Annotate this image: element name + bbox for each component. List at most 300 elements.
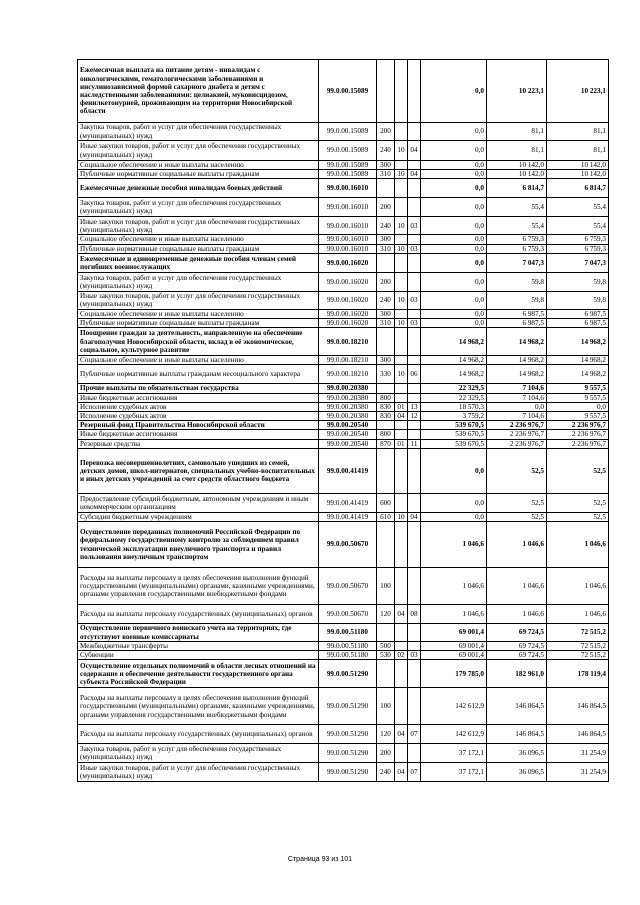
row-name: Иные бюджетные ассигнования xyxy=(78,430,319,439)
row-name: Расходы на выплаты персоналу государственных (муниципальных) органов xyxy=(78,725,319,744)
row-vr: 100 xyxy=(377,568,395,605)
row-rz xyxy=(395,309,408,318)
row-value-2: 10 142,0 xyxy=(487,161,547,170)
row-code: 99.0.00.20540 xyxy=(319,439,377,448)
row-value-2: 36 096,5 xyxy=(487,763,547,782)
table-row xyxy=(78,493,609,512)
row-pr: 04 xyxy=(408,170,421,179)
table-row xyxy=(78,412,609,421)
row-name: Закупка товаров, работ и услуг для обеспечения государственных (муниципальных) нужд xyxy=(78,123,319,141)
row-value-2: 6 987,5 xyxy=(487,309,547,318)
row-name: Ежемесячная выплата на питание детям - инвалидам с онкологическими, гематологическими заболеваниями и инсулинозависимой формой сахарного диабета и детям с наследственными заболеваниями: целиакией, муковисцидозом, фенилкетонурией, проживающим на территории Новосибирской области xyxy=(78,60,319,123)
row-pr xyxy=(408,568,421,605)
row-name: Социальное обеспечение и иные выплаты населению xyxy=(78,356,319,365)
row-rz: 01 xyxy=(395,402,408,411)
table-row xyxy=(78,642,609,651)
row-vr: 240 xyxy=(377,217,395,235)
row-code: 99.0.00.20540 xyxy=(319,430,377,439)
row-pr xyxy=(408,624,421,642)
row-pr xyxy=(408,660,421,688)
row-value-2: 52,5 xyxy=(487,512,547,521)
row-value-3: 10 142,0 xyxy=(547,170,609,179)
row-value-1: 14 968,2 xyxy=(421,356,487,365)
row-pr: 11 xyxy=(408,439,421,448)
row-value-1: 3 759,2 xyxy=(421,412,487,421)
row-value-3: 178 119,4 xyxy=(547,660,609,688)
row-rz: 01 xyxy=(395,439,408,448)
row-vr: 310 xyxy=(377,170,395,179)
row-rz xyxy=(395,642,408,651)
row-code: 99.0.00.50670 xyxy=(319,568,377,605)
row-code: 99.0.00.16020 xyxy=(319,309,377,318)
row-rz xyxy=(395,328,408,356)
table-row xyxy=(78,430,609,439)
row-name: Расходы на выплаты персоналу государственных (муниципальных) органов xyxy=(78,605,319,624)
row-value-1: 0,0 xyxy=(421,319,487,328)
row-code: 99.0.00.15089 xyxy=(319,60,377,123)
row-value-1: 1 046,6 xyxy=(421,605,487,624)
row-vr xyxy=(377,448,395,493)
row-code: 99.0.00.51180 xyxy=(319,642,377,651)
row-pr: 03 xyxy=(408,217,421,235)
row-value-2: 10 223,1 xyxy=(487,60,547,123)
row-pr: 13 xyxy=(408,402,421,411)
row-value-3: 2 236 976,7 xyxy=(547,430,609,439)
row-rz xyxy=(395,568,408,605)
row-code: 99.0.00.16020 xyxy=(319,291,377,309)
row-name: Социальное обеспечение и иные выплаты населению xyxy=(78,161,319,170)
row-code: 99.0.00.51290 xyxy=(319,744,377,763)
row-rz xyxy=(395,384,408,393)
row-value-2: 55,4 xyxy=(487,217,547,235)
row-value-3: 72 515,2 xyxy=(547,651,609,660)
row-pr xyxy=(408,253,421,272)
row-code: 99.0.00.16020 xyxy=(319,272,377,291)
row-pr xyxy=(408,356,421,365)
row-vr xyxy=(377,60,395,123)
row-name: Расходы на выплаты персоналу в целях обеспечения выполнения функций государственными (муниципальными) органами, казенными учреждениями, органами управления государственными внебюджетными фондами xyxy=(78,568,319,605)
row-pr: 08 xyxy=(408,605,421,624)
row-pr: 12 xyxy=(408,412,421,421)
row-vr: 120 xyxy=(377,605,395,624)
row-vr: 300 xyxy=(377,161,395,170)
table-row xyxy=(78,421,609,430)
row-pr xyxy=(408,384,421,393)
row-vr: 330 xyxy=(377,365,395,384)
row-vr xyxy=(377,179,395,198)
row-value-2: 6 759,3 xyxy=(487,235,547,244)
table-row xyxy=(78,605,609,624)
row-vr: 200 xyxy=(377,272,395,291)
row-pr: 03 xyxy=(408,244,421,253)
row-code: 99.0.00.16020 xyxy=(319,253,377,272)
table-row xyxy=(78,179,609,198)
table-row xyxy=(78,384,609,393)
table-row xyxy=(78,439,609,448)
row-rz: 04 xyxy=(395,725,408,744)
row-value-1: 539 670,5 xyxy=(421,421,487,430)
row-value-1: 18 570,3 xyxy=(421,402,487,411)
row-value-2: 7 104,6 xyxy=(487,412,547,421)
row-pr xyxy=(408,493,421,512)
table-row xyxy=(78,624,609,642)
row-value-3: 6 759,3 xyxy=(547,244,609,253)
row-vr: 310 xyxy=(377,319,395,328)
row-name: Иные закупки товаров, работ и услуг для обеспечения государственных (муниципальных) нужд xyxy=(78,217,319,235)
table-row xyxy=(78,448,609,493)
row-value-3: 6 814,7 xyxy=(547,179,609,198)
row-code: 99.0.00.20380 xyxy=(319,393,377,402)
row-name: Расходы на выплаты персоналу в целях обеспечения выполнения функций государственными (муниципальными) органами, казенными учреждениями, органами управления государственными внебюджетными фондами xyxy=(78,688,319,725)
row-code: 99.0.00.18210 xyxy=(319,356,377,365)
row-name: Иные закупки товаров, работ и услуг для обеспечения государственных (муниципальных) нужд xyxy=(78,763,319,782)
row-value-2: 146 864,5 xyxy=(487,725,547,744)
row-value-2: 14 968,2 xyxy=(487,365,547,384)
table-row xyxy=(78,217,609,235)
row-name: Осуществление первичного воинского учета на территориях, где отсутствуют военные комиссариаты xyxy=(78,624,319,642)
table-row xyxy=(78,402,609,411)
row-rz: 04 xyxy=(395,605,408,624)
row-name: Межбюджетные трансферты xyxy=(78,642,319,651)
row-vr: 500 xyxy=(377,642,395,651)
row-vr: 830 xyxy=(377,412,395,421)
row-value-2: 2 236 976,7 xyxy=(487,430,547,439)
row-value-1: 142 612,9 xyxy=(421,688,487,725)
row-value-1: 1 046,6 xyxy=(421,568,487,605)
row-pr xyxy=(408,60,421,123)
table-row xyxy=(78,725,609,744)
row-vr xyxy=(377,522,395,568)
row-rz xyxy=(395,493,408,512)
row-value-1: 22 329,5 xyxy=(421,393,487,402)
table-row xyxy=(78,123,609,141)
table-row xyxy=(78,161,609,170)
row-value-2: 182 961,0 xyxy=(487,660,547,688)
row-value-1: 0,0 xyxy=(421,253,487,272)
row-value-2: 7 047,3 xyxy=(487,253,547,272)
row-vr: 200 xyxy=(377,744,395,763)
row-value-1: 0,0 xyxy=(421,60,487,123)
table-row xyxy=(78,328,609,356)
row-code: 99.0.00.16010 xyxy=(319,217,377,235)
row-value-2: 2 236 976,7 xyxy=(487,421,547,430)
row-pr xyxy=(408,161,421,170)
row-value-2: 2 236 976,7 xyxy=(487,439,547,448)
row-rz xyxy=(395,660,408,688)
row-code: 99.0.00.50670 xyxy=(319,522,377,568)
row-value-2: 14 968,2 xyxy=(487,328,547,356)
row-value-3: 146 864,5 xyxy=(547,688,609,725)
row-rz xyxy=(395,272,408,291)
row-pr xyxy=(408,688,421,725)
row-pr: 03 xyxy=(408,651,421,660)
row-code: 99.0.00.20380 xyxy=(319,412,377,421)
row-vr: 240 xyxy=(377,141,395,161)
row-pr xyxy=(408,328,421,356)
row-value-1: 0,0 xyxy=(421,448,487,493)
row-value-3: 52,5 xyxy=(547,512,609,521)
row-vr: 100 xyxy=(377,688,395,725)
row-name: Резервный фонд Правительства Новосибирской области xyxy=(78,421,319,430)
row-code: 99.0.00.15089 xyxy=(319,161,377,170)
table-row xyxy=(78,660,609,688)
row-value-3: 55,4 xyxy=(547,217,609,235)
row-value-1: 539 670,5 xyxy=(421,439,487,448)
row-pr: 04 xyxy=(408,512,421,521)
row-rz: 10 xyxy=(395,244,408,253)
row-pr xyxy=(408,272,421,291)
row-name: Закупка товаров, работ и услуг для обеспечения государственных (муниципальных) нужд xyxy=(78,272,319,291)
row-value-1: 69 001,4 xyxy=(421,624,487,642)
row-rz xyxy=(395,235,408,244)
row-pr xyxy=(408,421,421,430)
row-value-1: 37 172,1 xyxy=(421,763,487,782)
row-name: Закупка товаров, работ и услуг для обеспечения государственных (муниципальных) нужд xyxy=(78,744,319,763)
row-name: Субвенции xyxy=(78,651,319,660)
table-row xyxy=(78,512,609,521)
row-pr: 03 xyxy=(408,291,421,309)
row-vr xyxy=(377,624,395,642)
row-value-3: 52,5 xyxy=(547,493,609,512)
page-footer: Страница 93 из 101 xyxy=(287,856,353,863)
row-code: 99.0.00.51180 xyxy=(319,624,377,642)
row-name: Осуществление отдельных полномочий в области лесных отношений на содержание и обеспечение деятельности государственного органа субъекта Российской Федерации xyxy=(78,660,319,688)
row-value-1: 0,0 xyxy=(421,291,487,309)
table-row xyxy=(78,365,609,384)
row-vr xyxy=(377,384,395,393)
row-rz xyxy=(395,253,408,272)
row-name: Предоставление субсидий бюджетным, автономным учреждениям и иным некоммерческим организациям xyxy=(78,493,319,512)
row-name: Иные закупки товаров, работ и услуг для обеспечения государственных (муниципальных) нужд xyxy=(78,141,319,161)
table-row xyxy=(78,309,609,318)
row-value-3: 72 515,2 xyxy=(547,624,609,642)
row-vr: 800 xyxy=(377,430,395,439)
row-value-3: 14 968,2 xyxy=(547,356,609,365)
row-code: 99.0.00.16010 xyxy=(319,244,377,253)
row-code: 99.0.00.18210 xyxy=(319,328,377,356)
table-row xyxy=(78,688,609,725)
row-pr: 03 xyxy=(408,319,421,328)
row-code: 99.0.00.20380 xyxy=(319,384,377,393)
row-rz xyxy=(395,421,408,430)
row-name: Публичные нормативные социальные выплаты гражданам xyxy=(78,170,319,179)
row-value-2: 1 046,6 xyxy=(487,605,547,624)
row-rz: 10 xyxy=(395,291,408,309)
row-pr xyxy=(408,522,421,568)
row-rz xyxy=(395,688,408,725)
row-pr xyxy=(408,642,421,651)
row-name: Перевозка несовершеннолетних, самовольно ушедших из семей, детских домов, школ-интернатов, специальных учебно-воспитательных и иных детских учреждений за счет средств областного бюджета xyxy=(78,448,319,493)
row-value-3: 81,1 xyxy=(547,123,609,141)
row-value-3: 6 987,5 xyxy=(547,309,609,318)
row-name: Резервные средства xyxy=(78,439,319,448)
row-value-2: 6 814,7 xyxy=(487,179,547,198)
row-name: Прочие выплаты по обязательствам государства xyxy=(78,384,319,393)
row-value-3: 6 759,3 xyxy=(547,235,609,244)
row-code: 99.0.00.16020 xyxy=(319,319,377,328)
row-vr: 200 xyxy=(377,198,395,217)
row-vr: 300 xyxy=(377,309,395,318)
row-value-2: 81,1 xyxy=(487,123,547,141)
row-rz xyxy=(395,744,408,763)
row-name: Ежемесячные денежные пособия инвалидам боевых действий xyxy=(78,179,319,198)
row-value-1: 0,0 xyxy=(421,272,487,291)
row-value-2: 0,0 xyxy=(487,402,547,411)
row-name: Иные закупки товаров, работ и услуг для обеспечения государственных (муниципальных) нужд xyxy=(78,291,319,309)
row-vr xyxy=(377,253,395,272)
row-value-3: 72 515,2 xyxy=(547,642,609,651)
row-value-2: 69 724,5 xyxy=(487,624,547,642)
row-pr xyxy=(408,393,421,402)
table-row xyxy=(78,319,609,328)
row-value-3: 2 236 976,7 xyxy=(547,439,609,448)
row-value-2: 36 096,5 xyxy=(487,744,547,763)
row-code: 99.0.00.51290 xyxy=(319,725,377,744)
row-pr: 07 xyxy=(408,763,421,782)
row-pr xyxy=(408,448,421,493)
row-value-1: 69 001,4 xyxy=(421,651,487,660)
row-code: 99.0.00.20540 xyxy=(319,421,377,430)
row-vr: 120 xyxy=(377,725,395,744)
row-code: 99.0.00.15089 xyxy=(319,123,377,141)
row-code: 99.0.00.18210 xyxy=(319,365,377,384)
row-value-2: 52,5 xyxy=(487,493,547,512)
row-vr xyxy=(377,328,395,356)
row-pr: 06 xyxy=(408,365,421,384)
row-value-3: 59,8 xyxy=(547,291,609,309)
row-rz xyxy=(395,356,408,365)
row-vr: 240 xyxy=(377,291,395,309)
row-pr xyxy=(408,123,421,141)
row-vr: 300 xyxy=(377,235,395,244)
row-value-3: 31 254,9 xyxy=(547,763,609,782)
row-pr xyxy=(408,744,421,763)
row-value-2: 59,8 xyxy=(487,291,547,309)
table-row xyxy=(78,393,609,402)
row-rz: 10 xyxy=(395,141,408,161)
row-rz xyxy=(395,393,408,402)
row-value-1: 0,0 xyxy=(421,198,487,217)
row-value-3: 14 968,2 xyxy=(547,328,609,356)
row-rz: 02 xyxy=(395,651,408,660)
row-value-2: 1 046,6 xyxy=(487,568,547,605)
row-value-1: 142 612,9 xyxy=(421,725,487,744)
row-value-1: 0,0 xyxy=(421,217,487,235)
row-code: 99.0.00.41419 xyxy=(319,448,377,493)
row-rz xyxy=(395,624,408,642)
row-value-3: 10 142,0 xyxy=(547,161,609,170)
row-code: 99.0.00.15089 xyxy=(319,170,377,179)
row-code: 99.0.00.51290 xyxy=(319,660,377,688)
row-vr: 610 xyxy=(377,512,395,521)
row-rz xyxy=(395,522,408,568)
row-value-3: 81,1 xyxy=(547,141,609,161)
row-pr: 04 xyxy=(408,141,421,161)
row-value-1: 22 329,5 xyxy=(421,384,487,393)
row-rz xyxy=(395,123,408,141)
row-code: 99.0.00.41419 xyxy=(319,512,377,521)
row-value-1: 539 670,5 xyxy=(421,430,487,439)
table-row xyxy=(78,60,609,123)
row-value-1: 0,0 xyxy=(421,244,487,253)
row-name: Публичные нормативные социальные выплаты гражданам xyxy=(78,319,319,328)
row-value-3: 9 557,5 xyxy=(547,384,609,393)
table-row xyxy=(78,356,609,365)
row-pr xyxy=(408,309,421,318)
row-name: Поощрение граждан за деятельность, направленную на обеспечение благополучия Новосибирской области, вклад в её экономическое, социальное, культурное развитие xyxy=(78,328,319,356)
row-rz xyxy=(395,198,408,217)
table-row xyxy=(78,253,609,272)
row-value-1: 0,0 xyxy=(421,235,487,244)
row-code: 99.0.00.51290 xyxy=(319,763,377,782)
row-value-3: 1 046,6 xyxy=(547,568,609,605)
row-value-2: 69 724,5 xyxy=(487,651,547,660)
row-value-3: 0,0 xyxy=(547,402,609,411)
row-code: 99.0.00.50670 xyxy=(319,605,377,624)
table-row xyxy=(78,651,609,660)
row-value-1: 0,0 xyxy=(421,512,487,521)
table-row xyxy=(78,198,609,217)
row-name: Исполнение судебных актов xyxy=(78,412,319,421)
row-value-1: 14 968,2 xyxy=(421,328,487,356)
row-vr: 240 xyxy=(377,763,395,782)
row-vr: 300 xyxy=(377,356,395,365)
row-value-1: 37 172,1 xyxy=(421,744,487,763)
row-name: Исполнение судебных актов xyxy=(78,402,319,411)
row-value-3: 9 557,5 xyxy=(547,393,609,402)
row-vr: 600 xyxy=(377,493,395,512)
row-value-1: 1 046,6 xyxy=(421,522,487,568)
row-value-1: 0,0 xyxy=(421,179,487,198)
row-rz: 10 xyxy=(395,365,408,384)
row-rz xyxy=(395,161,408,170)
row-code: 99.0.00.16010 xyxy=(319,198,377,217)
row-name: Субсидии бюджетным учреждениям xyxy=(78,512,319,521)
row-code: 99.0.00.16010 xyxy=(319,179,377,198)
row-value-2: 55,4 xyxy=(487,198,547,217)
row-value-2: 10 142,0 xyxy=(487,170,547,179)
row-value-3: 10 223,1 xyxy=(547,60,609,123)
row-rz: 04 xyxy=(395,763,408,782)
row-value-2: 69 724,5 xyxy=(487,642,547,651)
row-name: Публичные нормативные социальные выплаты гражданам xyxy=(78,244,319,253)
row-vr xyxy=(377,421,395,430)
row-vr: 800 xyxy=(377,393,395,402)
budget-table xyxy=(77,59,609,782)
table-row xyxy=(78,522,609,568)
table-row xyxy=(78,763,609,782)
row-rz: 10 xyxy=(395,319,408,328)
row-vr: 530 xyxy=(377,651,395,660)
table-row xyxy=(78,235,609,244)
row-code: 99.0.00.51180 xyxy=(319,651,377,660)
row-value-2: 6 759,3 xyxy=(487,244,547,253)
row-value-3: 14 968,2 xyxy=(547,365,609,384)
row-vr: 830 xyxy=(377,402,395,411)
row-value-3: 6 987,5 xyxy=(547,319,609,328)
row-rz: 04 xyxy=(395,412,408,421)
row-value-1: 0,0 xyxy=(421,141,487,161)
row-value-2: 7 104,6 xyxy=(487,393,547,402)
row-vr: 200 xyxy=(377,123,395,141)
row-value-3: 1 046,6 xyxy=(547,605,609,624)
row-value-3: 146 864,5 xyxy=(547,725,609,744)
row-name: Ежемесячные и единовременные денежные пособия членам семей погибших военнослужащих xyxy=(78,253,319,272)
row-value-2: 52,5 xyxy=(487,448,547,493)
table-row xyxy=(78,744,609,763)
row-value-2: 146 864,5 xyxy=(487,688,547,725)
row-value-3: 52,5 xyxy=(547,448,609,493)
